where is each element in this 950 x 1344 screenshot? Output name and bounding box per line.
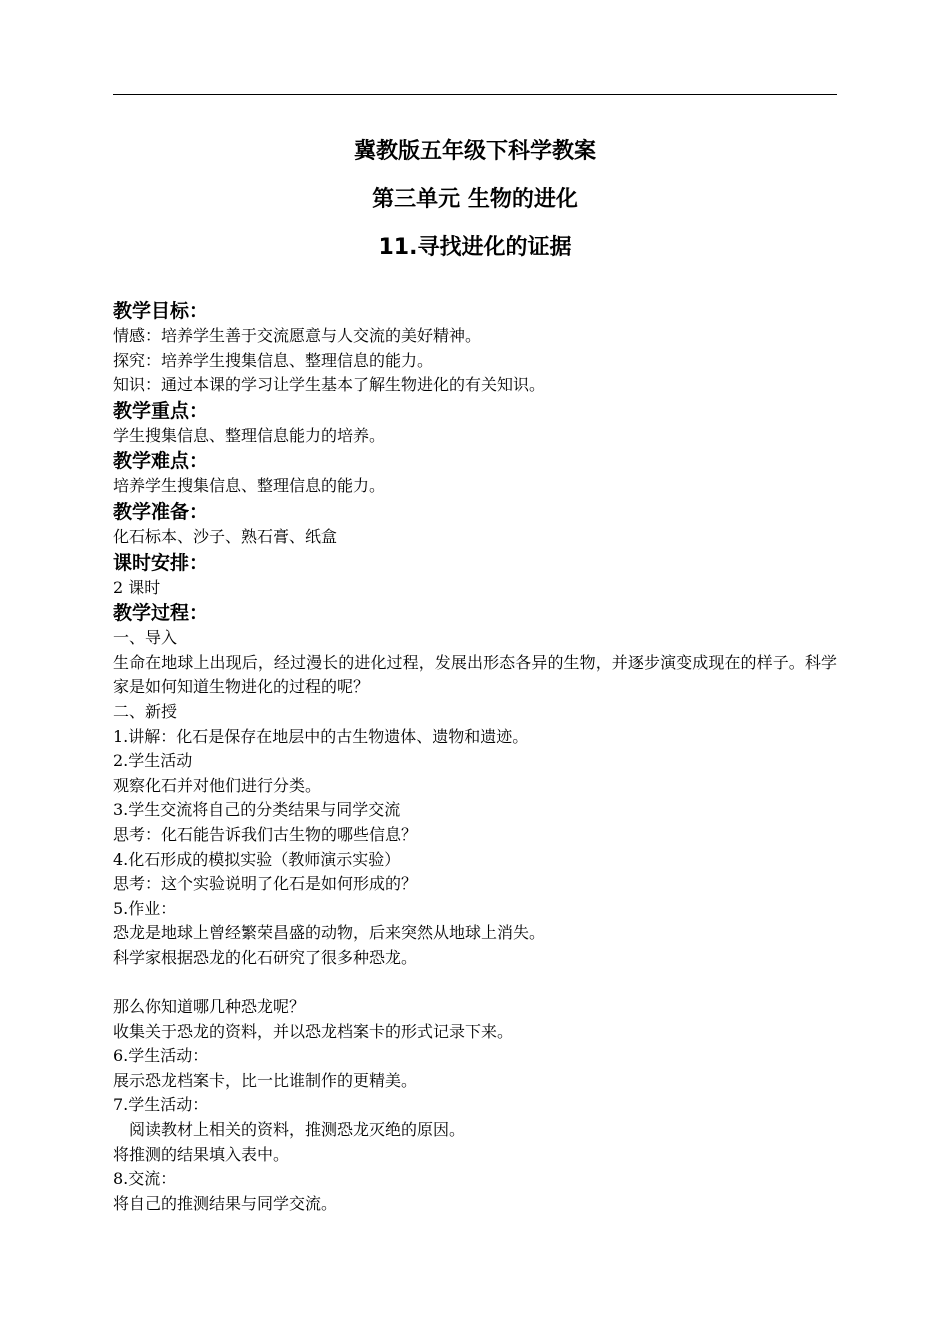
intro-label: 一、导入 (113, 628, 178, 648)
process-line: 7.学生活动： (113, 1095, 209, 1115)
goal-item: 知识：通过本课的学习让学生基本了解生物进化的有关知识。 (113, 375, 546, 395)
blank-line (113, 970, 837, 995)
header-rule (113, 94, 837, 95)
new-lesson-label: 二、新授 (113, 701, 178, 721)
schedule-heading: 课时安排： (113, 551, 209, 574)
process-line: 1.讲解：化石是保存在地层中的古生物遗体、遗物和遗迹。 (113, 726, 529, 746)
process-line: 将自己的推测结果与同学交流。 (113, 1193, 338, 1213)
process-line: 6.学生活动： (113, 1046, 209, 1066)
difficulties-text: 培养学生搜集信息、整理信息的能力。 (113, 476, 386, 496)
process-line: 思考：这个实验说明了化石是如何形成的？ (113, 874, 418, 894)
preparation-text: 化石标本、沙子、熟石膏、纸盒 (113, 526, 338, 546)
process-line: 科学家根据恐龙的化石研究了很多种恐龙。 (113, 947, 418, 967)
process-line: 8.交流： (113, 1169, 177, 1189)
intro-paragraph: 生命在地球上出现后，经过漫长的进化过程，发展出形态各异的生物，并逐步演变成现在的样子。科学家是如何知道生物进化的过程的呢？ (113, 652, 837, 697)
process-line: 恐龙是地球上曾经繁荣昌盛的动物，后来突然从地球上消失。 (113, 923, 546, 943)
process-line: 2.学生活动 (113, 751, 193, 771)
document-body (113, 298, 837, 1216)
process-line: 3.学生交流将自己的分类结果与同学交流 (113, 800, 401, 820)
schedule-text: 2 课时 (113, 577, 161, 597)
process-line: 5.作业： (113, 898, 177, 918)
goals-heading: 教学目标： (113, 300, 209, 322)
process-line: 思考：化石能告诉我们古生物的哪些信息？ (113, 824, 418, 844)
title-block (113, 128, 837, 272)
key-points-text: 学生搜集信息、整理信息能力的培养。 (113, 425, 386, 445)
process-line: 观察化石并对他们进行分类。 (113, 775, 322, 795)
process-line: 展示恐龙档案卡，比一比谁制作的更精美。 (113, 1070, 418, 1090)
goal-item: 探究：培养学生搜集信息、整理信息的能力。 (113, 350, 434, 370)
document-title: 冀教版五年级下科学教案 (353, 139, 596, 164)
lesson-title: 11.寻找进化的证据 (378, 235, 572, 260)
process-line: 那么你知道哪几种恐龙呢？ (113, 997, 306, 1017)
unit-title: 第三单元 生物的进化 (372, 187, 578, 212)
process-line: 4.化石形成的模拟实验（教师演示实验） (113, 849, 401, 869)
indented-process-line: 阅读教材上相关的资料，推测恐龙灭绝的原因。 (129, 1120, 466, 1140)
process-line: 将推测的结果填入表中。 (113, 1144, 290, 1164)
key-points-heading: 教学重点： (113, 399, 209, 422)
process-heading: 教学过程： (113, 602, 209, 625)
preparation-heading: 教学准备： (113, 500, 209, 523)
difficulties-heading: 教学难点： (113, 450, 209, 473)
process-line: 收集关于恐龙的资料，并以恐龙档案卡的形式记录下来。 (113, 1021, 514, 1041)
goal-item: 情感：培养学生善于交流愿意与人交流的美好精神。 (113, 326, 482, 345)
